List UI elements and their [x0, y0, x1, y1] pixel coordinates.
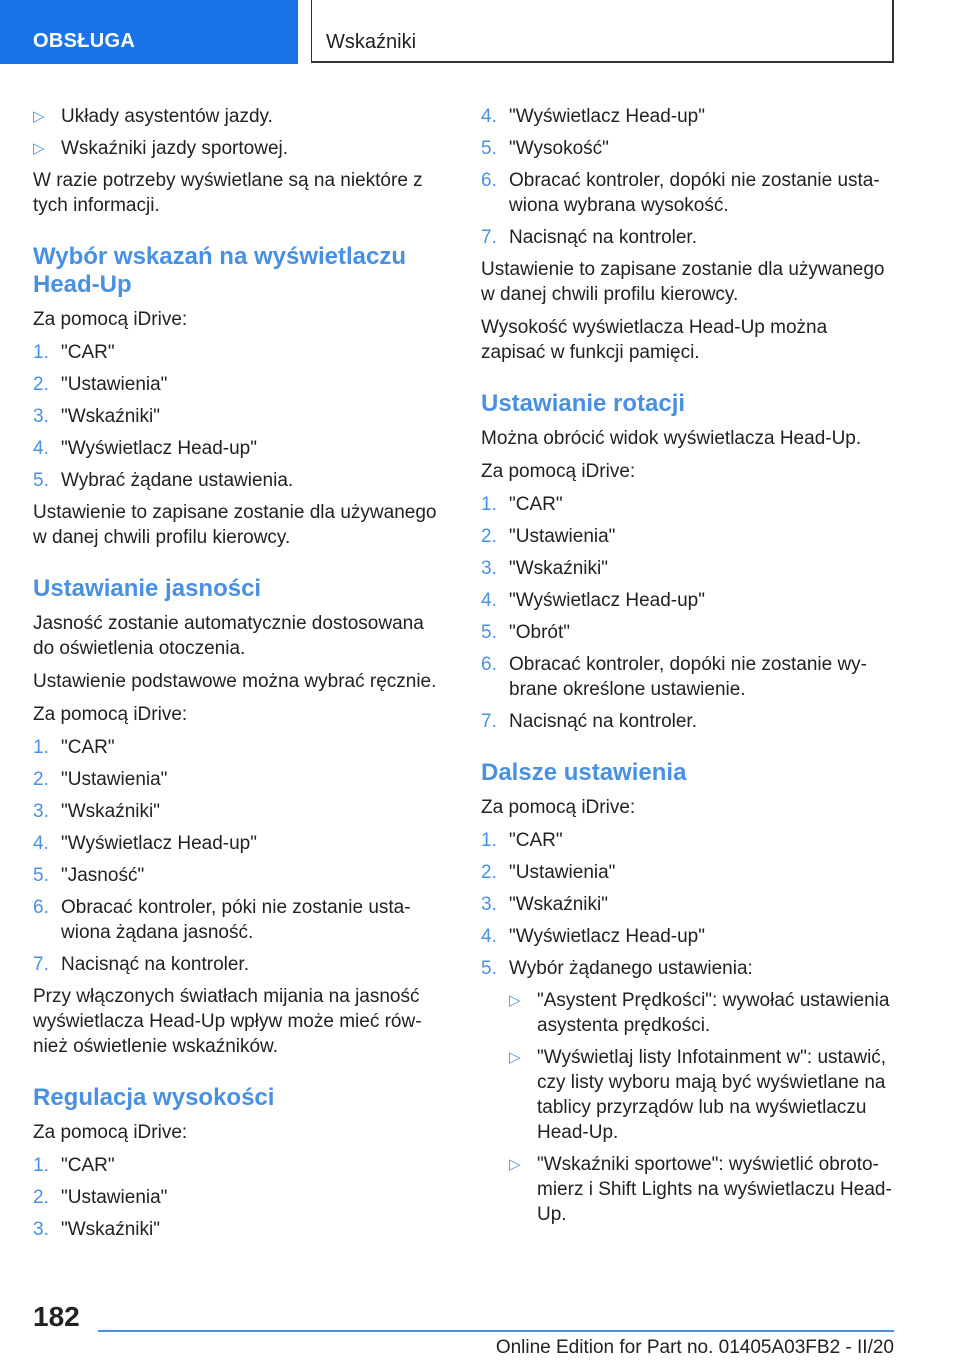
- paragraph: Za pomocą iDrive:: [481, 797, 636, 818]
- list-item: 5. Wybrać żądane ustawienia.: [33, 470, 294, 491]
- list-item: 4. "Wyświetlacz Head-up": [481, 106, 705, 127]
- list-item: 5. Wybór żądanego ustawienia:: [481, 958, 753, 979]
- paragraph: Ustawienie podstawowe można wybrać ręcznie.: [33, 671, 437, 692]
- section-heading: Dalsze ustawienia: [481, 759, 687, 786]
- list-item: 2. "Ustawienia": [481, 526, 616, 547]
- header-section-label: OBSŁUGA: [33, 30, 136, 52]
- list-item: 1. "CAR": [33, 737, 115, 758]
- triangle-bullet-icon: ▷: [509, 1049, 521, 1066]
- list-item: 1. "CAR": [33, 1155, 115, 1176]
- list-item: ▷ Układy asystentów jazdy.: [33, 106, 273, 127]
- section-heading: Wybór wskazań na wyświetlaczu Head-Up: [33, 243, 407, 298]
- paragraph: Ustawienie to zapisane zostanie dla używanego w danej chwili profilu kierowcy.: [481, 259, 885, 305]
- list-item: 7. Nacisnąć na kontroler.: [481, 227, 697, 248]
- paragraph: Można obrócić widok wyświetlacza Head-Up.: [481, 428, 862, 449]
- section-heading: Regulacja wysokości: [33, 1084, 275, 1111]
- section-heading: Ustawianie jasności: [33, 575, 262, 602]
- paragraph: Za pomocą iDrive:: [33, 309, 188, 330]
- paragraph: Ustawienie to zapisane zostanie dla używanego w danej chwili profilu kierowcy.: [33, 502, 437, 548]
- list-item: 4. "Wyświetlacz Head-up": [481, 590, 705, 611]
- triangle-bullet-icon: ▷: [33, 140, 45, 157]
- triangle-bullet-icon: ▷: [509, 1156, 521, 1173]
- paragraph: Jasność zostanie automatycznie dostosowana do oświetlenia otoczenia.: [33, 613, 424, 659]
- footer-divider: [98, 1330, 894, 1332]
- page-number: 182: [33, 1301, 80, 1332]
- sub-list: [509, 988, 896, 1227]
- list-item: 3. "Wskaźniki": [481, 894, 608, 915]
- list-item: 7. Nacisnąć na kontroler.: [33, 954, 249, 975]
- header-title: Wskaźniki: [326, 31, 417, 53]
- list-item: ▷ Wskaźniki jazdy sportowej.: [33, 138, 289, 159]
- list-item: 2. "Ustawienia": [33, 1187, 168, 1208]
- list-item: 4. "Wyświetlacz Head-up": [481, 926, 705, 947]
- list-item: 3. "Wskaźniki": [481, 558, 608, 579]
- list-item: 3. "Wskaźniki": [33, 406, 160, 427]
- list-item: ▷ "Wyświetlaj listy Infotainment w": ustawić, czy listy wyboru mają być wyświetlane na tablicy przyrządów lub na wyświetlaczu Head-Up.: [509, 1047, 887, 1143]
- paragraph: W razie potrzeby wyświetlane są na niektóre z tych informacji.: [33, 170, 423, 216]
- list-item: ▷ "Asystent Prędkości": wywołać ustawienia asystenta prędkości.: [509, 990, 890, 1036]
- section-heading: Ustawianie rotacji: [481, 390, 686, 417]
- list-item: 5. "Wysokość": [481, 138, 609, 159]
- list-item: 4. "Wyświetlacz Head-up": [33, 438, 257, 459]
- list-item: 1. "CAR": [481, 494, 563, 515]
- list-item: 6. Obracać kontroler, dopóki nie zostanie wy- brane określone ustawienie.: [481, 654, 868, 700]
- triangle-bullet-icon: ▷: [33, 108, 45, 125]
- triangle-bullet-icon: ▷: [509, 992, 521, 1009]
- paragraph: Za pomocą iDrive:: [481, 461, 636, 482]
- list-item: 1. "CAR": [481, 830, 563, 851]
- list-item: 3. "Wskaźniki": [33, 801, 160, 822]
- right-column: [481, 104, 896, 1234]
- list-item: ▷ "Wskaźniki sportowe": wyświetlić obroto- mierz i Shift Lights na wyświetlaczu Head- Up.: [509, 1154, 892, 1225]
- list-item: 5. "Jasność": [33, 865, 145, 886]
- list-item: 2. "Ustawienia": [481, 862, 616, 883]
- paragraph: Za pomocą iDrive:: [33, 704, 188, 725]
- footer-edition: Online Edition for Part no. 01405A03FB2 - II/20: [495, 1337, 894, 1358]
- list-item: 6. Obracać kontroler, póki nie zostanie usta- wiona żądana jasność.: [33, 897, 411, 943]
- list-item: 6. Obracać kontroler, dopóki nie zostanie usta- wiona wybrana wysokość.: [481, 170, 880, 216]
- paragraph: Za pomocą iDrive:: [33, 1122, 188, 1143]
- list-item: 3. "Wskaźniki": [33, 1219, 160, 1240]
- left-column: [33, 104, 448, 1249]
- list-item: 2. "Ustawienia": [33, 769, 168, 790]
- list-item: 7. Nacisnąć na kontroler.: [481, 711, 697, 732]
- paragraph: Przy włączonych światłach mijania na jasność wyświetlacza Head-Up wpływ może mieć rów- nież oświetlenie wskaźników.: [33, 986, 422, 1057]
- list-item: 5. "Obrót": [481, 622, 571, 643]
- list-item: 2. "Ustawienia": [33, 374, 168, 395]
- paragraph: Wysokość wyświetlacza Head-Up można zapisać w funkcji pamięci.: [481, 317, 828, 363]
- list-item: 1. "CAR": [33, 342, 115, 363]
- list-item: 4. "Wyświetlacz Head-up": [33, 833, 257, 854]
